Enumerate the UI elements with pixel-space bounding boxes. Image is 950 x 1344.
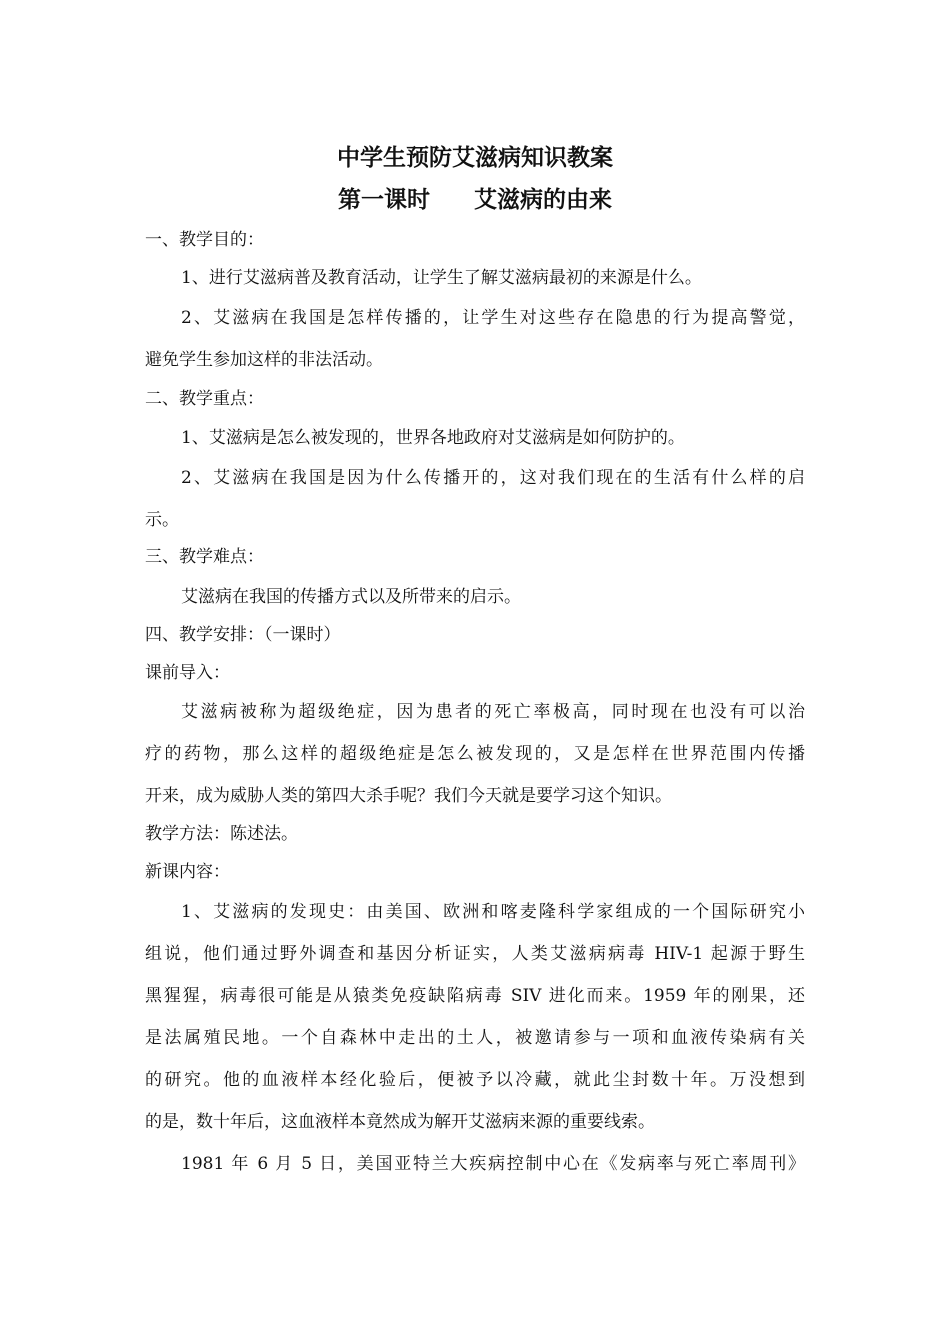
paragraph-line: 示。 — [145, 510, 179, 530]
section-heading: 三、教学难点： — [145, 547, 264, 567]
paragraph-line: 2、艾滋病在我国是怎样传播的，让学生对这些存在隐患的行为提高警觉， — [181, 308, 805, 328]
paragraph-line: 避免学生参加这样的非法活动。 — [145, 350, 383, 370]
section-heading: 四、教学安排：（一课时） — [145, 625, 341, 645]
paragraph-line: 黑猩猩，病毒很可能是从猿类免疫缺陷病毒 SIV 进化而来。1959 年的刚果，还 — [145, 986, 805, 1006]
paragraph-line: 是法属殖民地。一个自森林中走出的土人，被邀请参与一项和血液传染病有关 — [145, 1028, 805, 1048]
lesson-topic: 艾滋病的由来 — [474, 187, 612, 213]
document-title: 中学生预防艾滋病知识教案 — [337, 145, 613, 171]
lesson-number: 第一课时 — [338, 187, 430, 213]
paragraph-line: 艾滋病被称为超级绝症，因为患者的死亡率极高，同时现在也没有可以治 — [181, 702, 805, 722]
paragraph-line: 开来，成为威胁人类的第四大杀手呢？我们今天就是要学习这个知识。 — [145, 786, 672, 806]
paragraph-line: 2、艾滋病在我国是因为什么传播开的，这对我们现在的生活有什么样的启 — [181, 468, 805, 488]
section-heading: 新课内容： — [145, 862, 230, 882]
section-heading: 二、教学重点： — [145, 389, 264, 409]
paragraph-line: 组说，他们通过野外调查和基因分析证实，人类艾滋病病毒 HIV-1 起源于野生 — [145, 944, 805, 964]
paragraph-line: 疗的药物，那么这样的超级绝症是怎么被发现的，又是怎样在世界范围内传播 — [145, 744, 805, 764]
section-heading: 一、教学目的： — [145, 230, 264, 250]
section-heading: 教学方法：陈述法。 — [145, 824, 298, 844]
section-heading: 课前导入： — [145, 663, 230, 683]
lesson-subtitle — [0, 185, 950, 215]
paragraph-line: 1981 年 6 月 5 日，美国亚特兰大疾病控制中心在《发病率与死亡率周刊》 — [181, 1154, 805, 1174]
paragraph-line: 的研究。他的血液样本经化验后，便被予以冷藏，就此尘封数十年。万没想到 — [145, 1070, 805, 1090]
paragraph-line: 艾滋病在我国的传播方式以及所带来的启示。 — [181, 587, 521, 607]
paragraph-line: 1、进行艾滋病普及教育活动，让学生了解艾滋病最初的来源是什么。 — [181, 268, 702, 288]
paragraph-line: 1、艾滋病的发现史：由美国、欧洲和喀麦隆科学家组成的一个国际研究小 — [181, 902, 805, 922]
paragraph-line: 的是，数十年后，这血液样本竟然成为解开艾滋病来源的重要线索。 — [145, 1112, 655, 1132]
paragraph-line: 1、艾滋病是怎么被发现的，世界各地政府对艾滋病是如何防护的。 — [181, 428, 685, 448]
